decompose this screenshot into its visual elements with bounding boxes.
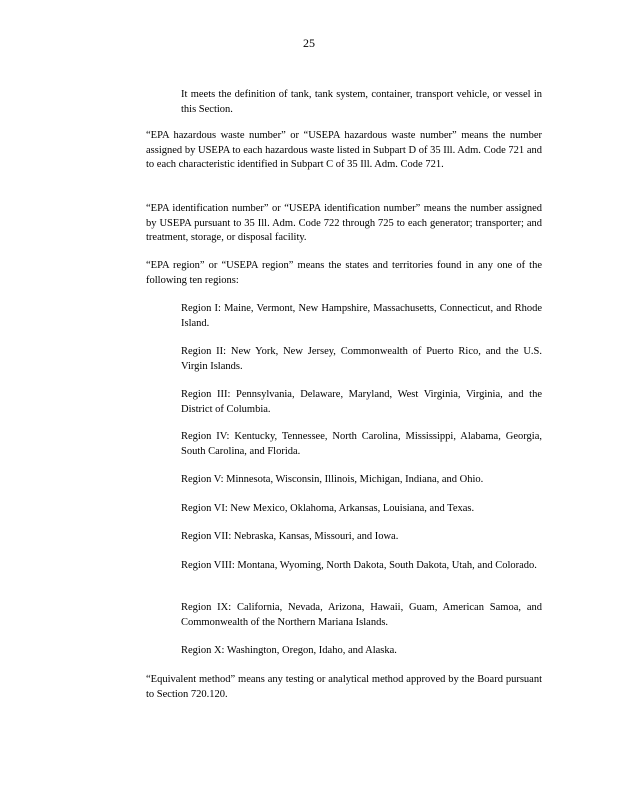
- region-list-item: Region VII: Nebraska, Kansas, Missouri, and Iowa.: [181, 531, 399, 542]
- region-list-item: Region IV: Kentucky, Tennessee, North Carolina, Mississippi, Alabama, Georgia, South Carolina, and Florida.: [181, 431, 542, 457]
- definition-epa-region: “EPA region” or “USEPA region” means the states and territories found in any one of the following ten regions:: [146, 260, 542, 286]
- region-list-item: Region VIII: Montana, Wyoming, North Dakota, South Dakota, Utah, and Colorado.: [181, 560, 537, 571]
- tank-definition-clause: It meets the definition of tank, tank system, container, transport vehicle, or vessel in this Section.: [181, 89, 542, 115]
- region-list-item: Region I: Maine, Vermont, New Hampshire, Massachusetts, Connecticut, and Rhode Island.: [181, 303, 542, 329]
- page-number: 25: [303, 36, 315, 50]
- region-list-item: Region X: Washington, Oregon, Idaho, and Alaska.: [181, 645, 397, 656]
- definition-epa-identification-number: “EPA identification number” or “USEPA identification number” means the number assigned by USEPA pursuant to 35 Ill. Adm. Code 722 through 725 to each generator; transporter; and treatment, storage, or disposal facility.: [146, 203, 542, 244]
- region-list-item: Region IX: California, Nevada, Arizona, Hawaii, Guam, American Samoa, and Commonwealth of the Northern Mariana Islands.: [181, 602, 542, 628]
- region-list-item: Region II: New York, New Jersey, Commonwealth of Puerto Rico, and the U.S. Virgin Islands.: [181, 346, 542, 372]
- region-list-item: Region VI: New Mexico, Oklahoma, Arkansas, Louisiana, and Texas.: [181, 503, 475, 514]
- region-list-item: Region III: Pennsylvania, Delaware, Maryland, West Virginia, Virginia, and the District of Columbia.: [181, 389, 542, 415]
- region-list-item: Region V: Minnesota, Wisconsin, Illinois, Michigan, Indiana, and Ohio.: [181, 474, 484, 485]
- definition-epa-hazardous-waste-number: “EPA hazardous waste number” or “USEPA hazardous waste number” means the number assigned by USEPA to each hazardous waste listed in Subpart D of 35 Ill. Adm. Code 721 and to each characteristic identified in Subpart C of 35 Ill. Adm. Code 721.: [146, 130, 542, 171]
- definition-equivalent-method: “Equivalent method” means any testing or analytical method approved by the Board pursuant to Section 720.120.: [146, 674, 542, 700]
